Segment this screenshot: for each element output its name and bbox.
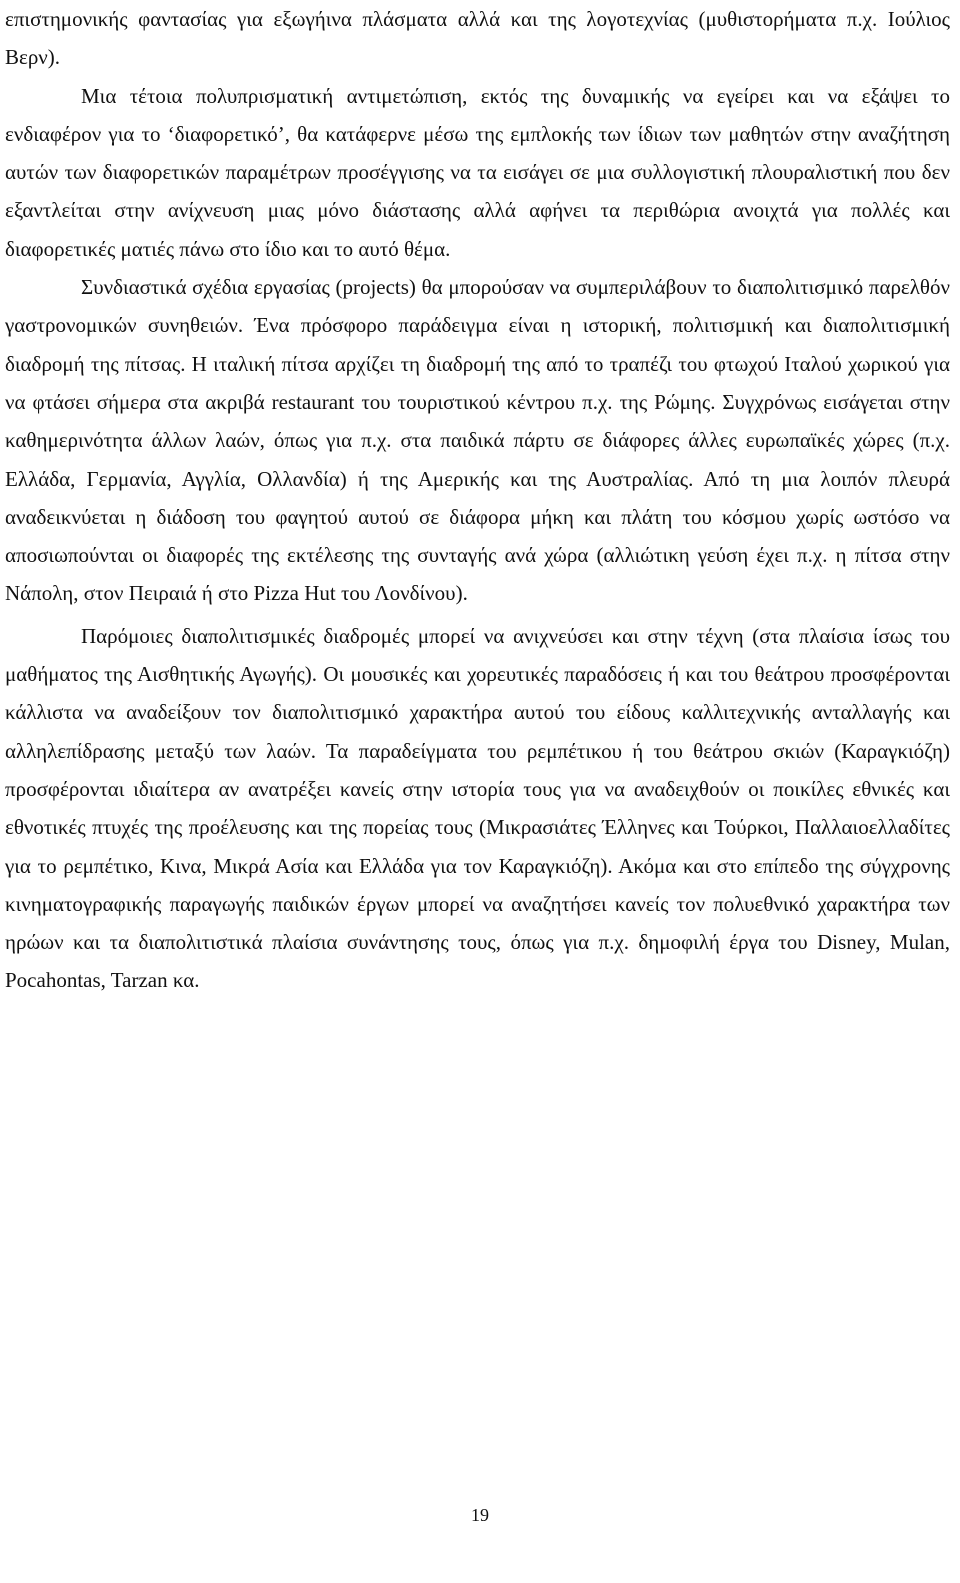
paragraph-4: Παρόμοιες διαπολιτισμικές διαδρομές μπορεί να ανιχνεύσει και στην τέχνη (στα πλαίσια ίσως του μαθήματος της Αισθητικής Αγωγής). Οι μουσικές και χορευτικές παραδόσεις ή και του θεάτρου προσφέρονται κάλλιστα να αναδείξουν τον διαπολιτισμικό χαρακτήρα αυτού του είδους καλλιτεχνικής ανταλλαγής και αλληλεπίδρασης μεταξύ των λαών. Τα παραδείγματα του ρεμπέτικου ή του θεάτρου σκιών (Καραγκιόζη) προσφέρονται ιδιαίτερα αν ανατρέξει κανείς στην ιστορία τους για να αναδειχθούν οι ποικίλες εθνικές και εθνοτικές πτυχές της προέλευσης και της πορείας τους (Μικρασιάτες Έλληνες και Τούρκοι, Παλλαιοελλαδίτες για το ρεμπέτικο, Κινα, Μικρά Ασία και Ελλάδα για τον Καραγκιόζη). Ακόμα και στο επίπεδο της σύγχρονης κινηματογραφικής παραγωγής παιδικών έργων μπορεί να αναζητήσει κανείς τον πολυεθνικό χαρακτήρα των ηρώων και τα διαπολιτιστικά πλαίσια συνάντησης τους, όπως για π.χ. δημοφιλή έργα του Disney, Mulan, Pocahontas, Tarzan κα. xyxy=(5,623,950,993)
page-number: 19 xyxy=(471,1505,489,1525)
body-text xyxy=(5,0,950,1000)
paragraph-1: επιστημονικής φαντασίας για εξωγήινα πλάσματα αλλά και της λογοτεχνίας (μυθιστορήματα π.χ. Ιούλιος Βερν). xyxy=(5,7,950,70)
paragraph-3: Συνδιαστικά σχέδια εργασίας (projects) θα μπορούσαν να συμπεριλάβουν το διαπολιτισμικό παρελθόν γαστρονομικών συνηθειών. Ένα πρόσφορο παράδειγμα είναι η ιστορική, πολιτισμική και διαπολιτισμική διαδρομή της πίτσας. Η ιταλική πίτσα αρχίζει τη διαδρομή της από το τραπέζι του φτωχού Ιταλού χωρικού για να φτάσει σήμερα στα ακριβά restaurant του τουριστικού κέντρου π.χ. της Ρώμης. Συγχρόνως εισάγεται στην καθημερινότητα άλλων λαών, όπως για π.χ. στα παιδικά πάρτυ σε διάφορες άλλες ευρωπαϊκές χώρες (π.χ. Ελλάδα, Γερμανία, Αγγλία, Ολλανδία) ή της Αμερικής και της Αυστραλίας. Από τη μια λοιπόν πλευρά αναδεικνύεται η διάδοση του φαγητού αυτού σε διάφορα μήκη και πλάτη του κόσμου χωρίς ωστόσο να αποσιωπούνται οι διαφορές της εκτέλεσης της συνταγής ανά χώρα (αλλιώτικη γεύση έχει π.χ. η πίτσα στην Νάπολη, στον Πειραιά ή στο Pizza Hut του Λονδίνου). xyxy=(5,275,950,606)
paragraph-2: Μια τέτοια πολυπρισματική αντιμετώπιση, εκτός της δυναμικής να εγείρει και να εξάψει το ενδιαφέρον για το ‘διαφορετικό’, θα κατάφερνε μέσω της εμπλοκής των ίδιων των μαθητών στην αναζήτηση αυτών των διαφορετικών παραμέτρων προσέγγισης να τα εισάγει σε μια συλλογιστική πλουραλιστική που δεν εξαντλείται στην ανίχνευση μιας μόνο διάστασης αλλά αφήνει τα περιθώρια ανοιχτά για πολλές και διαφορετικές ματιές πάνω στο ίδιο και το αυτό θέμα. xyxy=(5,83,950,261)
